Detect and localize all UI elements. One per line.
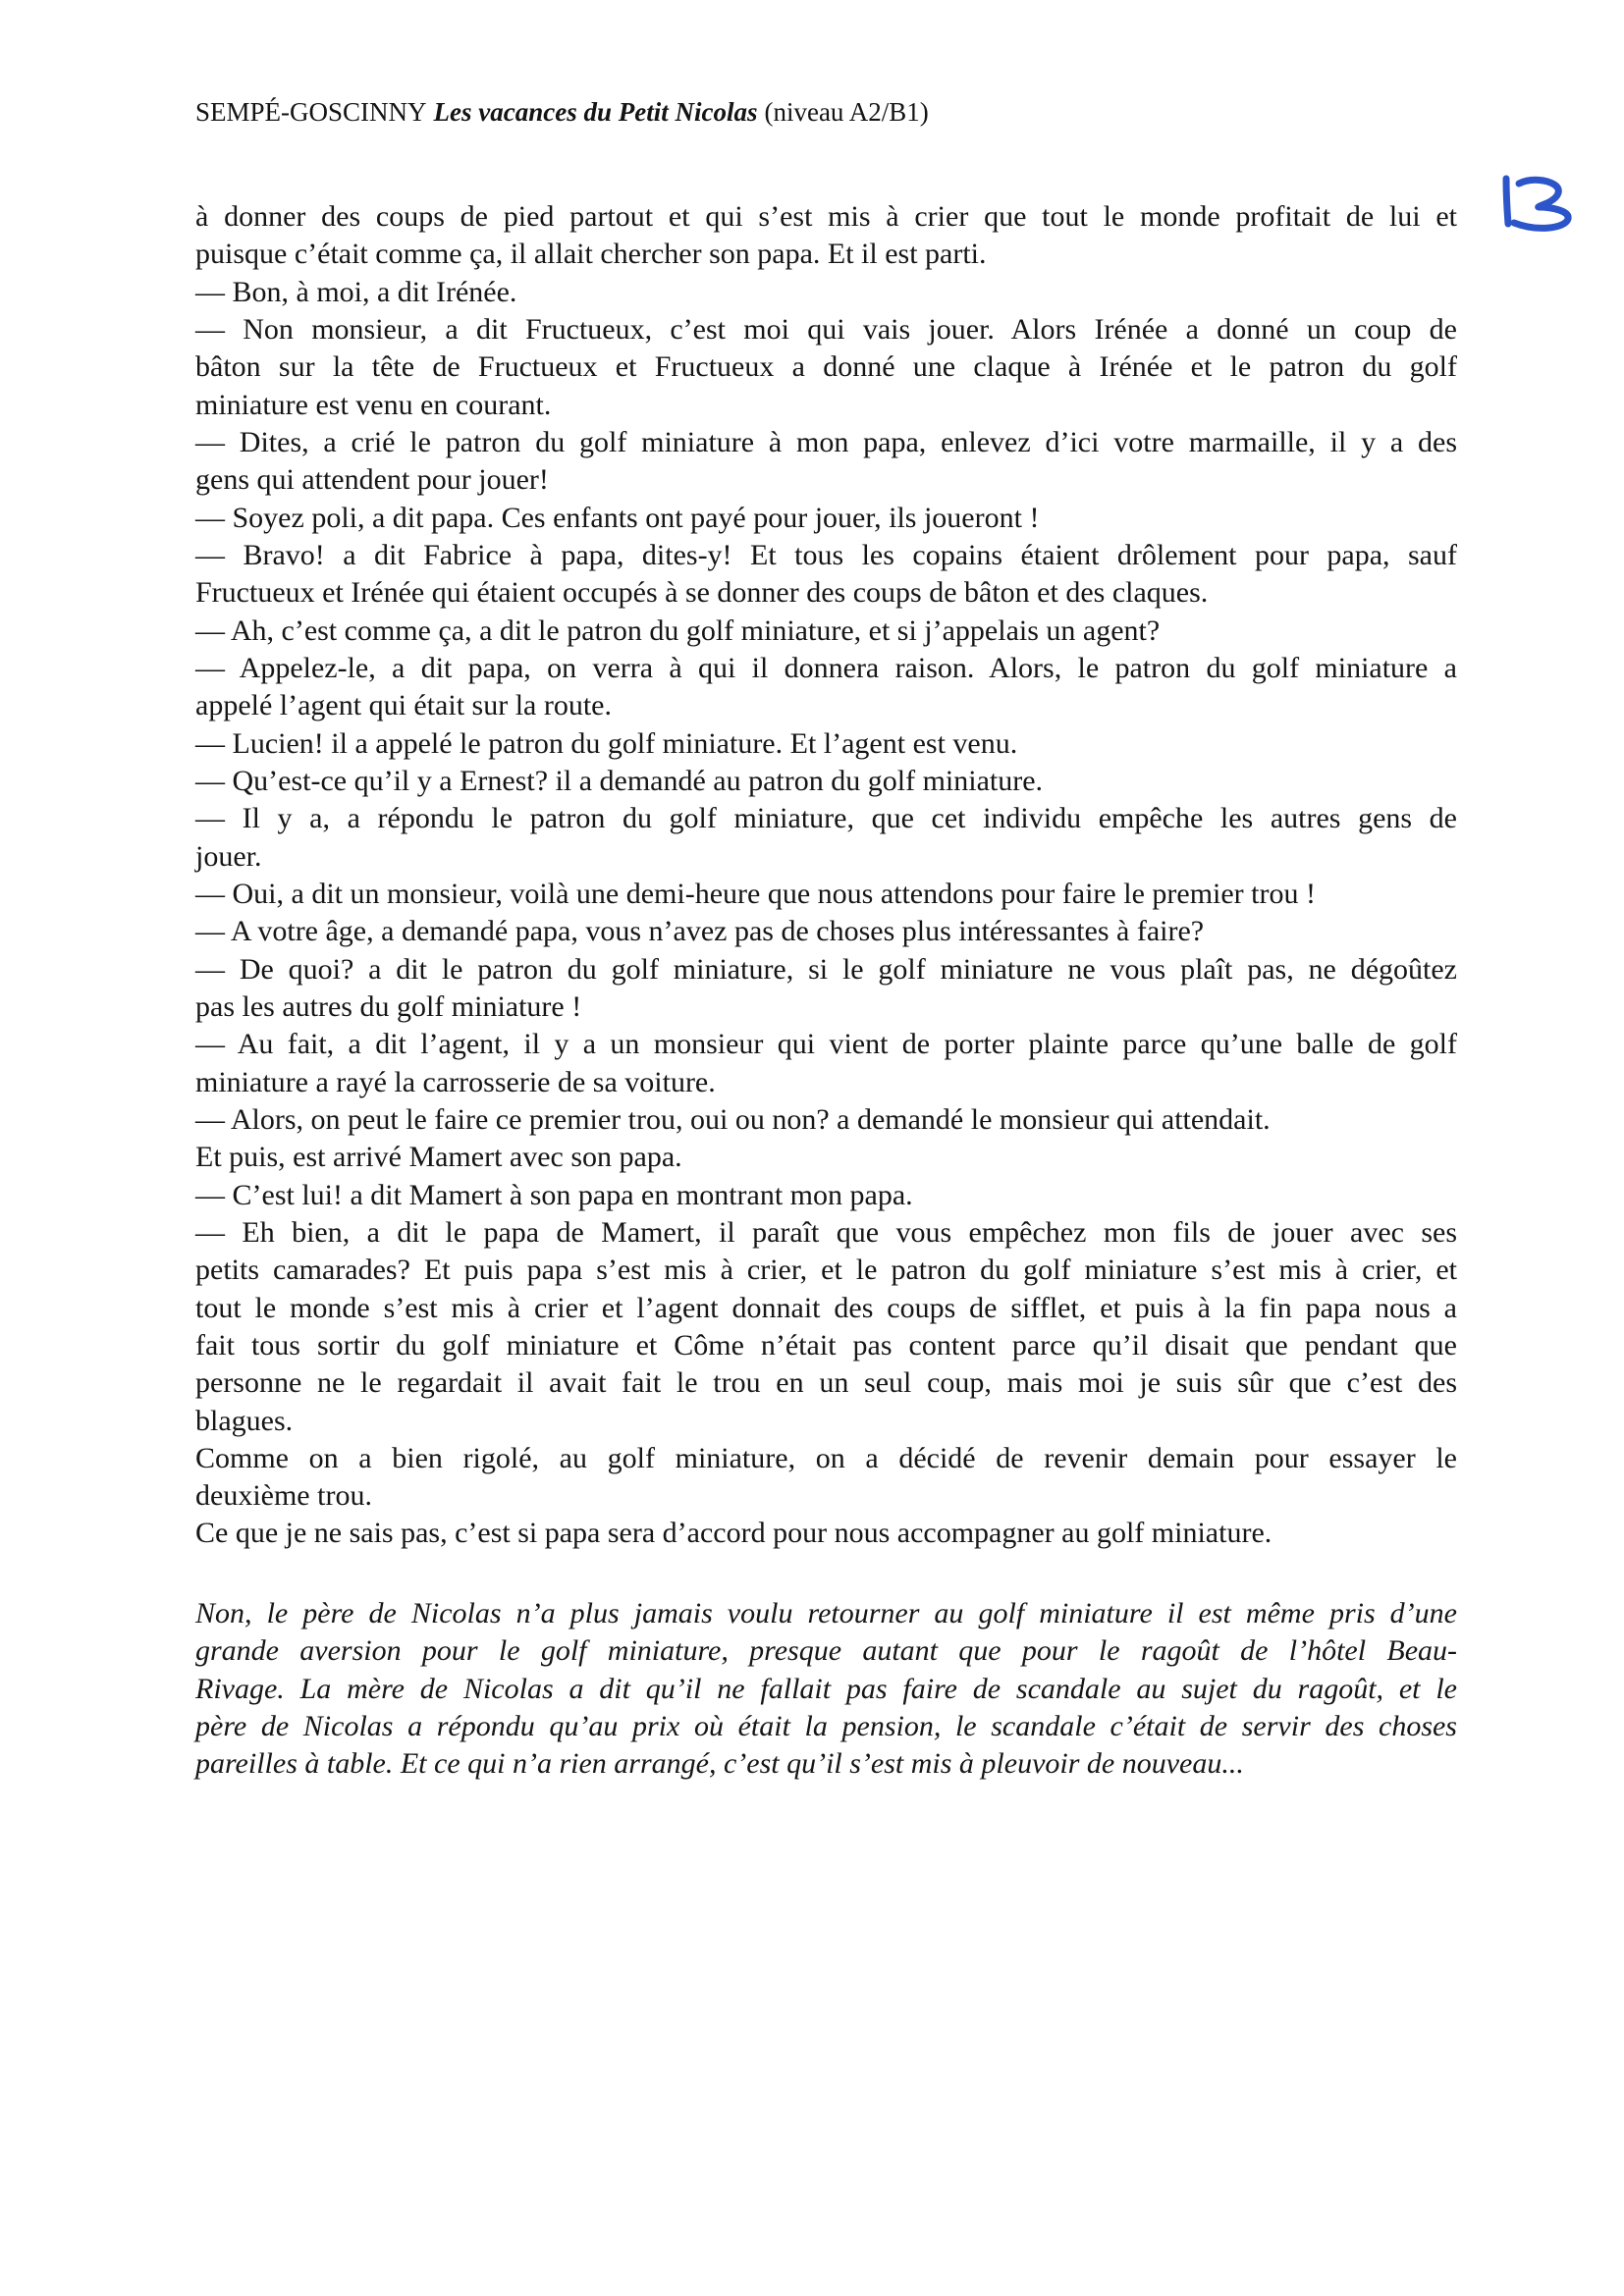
digit-1-stroke [1506, 179, 1508, 224]
closing-italic-block [195, 1595, 1457, 1784]
text-line: bâton sur la tête de Fructueux et Fructueux a donné une claque à Irénée et le patron du golf [195, 350, 1457, 384]
text-line: Non, le père de Nicolas n’a plus jamais voulu retourner au golf miniature il est même pris d’une [195, 1597, 1457, 1629]
text-line: personne ne le regardait il avait fait le trou en un seul coup, mais moi je suis sûr que c’est des [195, 1366, 1457, 1400]
text-line: à donner des coups de pied partout et qui s’est mis à crier que tout le monde profitait de lui et [195, 200, 1457, 233]
header-level: (niveau A2/B1) [764, 97, 929, 127]
text-line: père de Nicolas a répondu qu’au prix où était la pension, le scandale c’était de servir des choses [195, 1709, 1457, 1742]
digit-3-stroke [1514, 180, 1568, 228]
text-line: pas les autres du golf miniature ! [195, 989, 582, 1023]
text-line: Rivage. La mère de Nicolas a dit qu’il ne fallait pas faire de scandale au sujet du ragoût, et le [195, 1672, 1457, 1705]
text-line: — Bravo! a dit Fabrice à papa, dites-y! Et tous les copains étaient drôlement pour papa, sauf [195, 538, 1457, 571]
text-line: — Qu’est-ce qu’il y a Ernest? il a demandé au patron du golf miniature. [195, 764, 1044, 797]
text-line: — Oui, a dit un monsieur, voilà une demi-heure que nous attendons pour faire le premier trou ! [195, 877, 1316, 910]
text-line: gens qui attendent pour jouer! [195, 463, 549, 497]
header-book-title: Les vacances du Petit Nicolas [433, 97, 758, 127]
text-line: — Appelez-le, a dit papa, on verra à qui il donnera raison. Alors, le patron du golf miniature a [195, 651, 1457, 684]
text-line: — Eh bien, a dit le papa de Mamert, il paraît que vous empêchez mon fils de jouer avec ses [195, 1215, 1457, 1249]
text-line: — Il y a, a répondu le patron du golf miniature, que cet individu empêche les autres gens de [195, 802, 1457, 835]
text-line: — Ah, c’est comme ça, a dit le patron du golf miniature, et si j’appelais un agent? [195, 614, 1161, 647]
handwritten-page-number [1493, 172, 1584, 237]
text-line: Et puis, est arrivé Mamert avec son papa. [195, 1141, 682, 1174]
text-line: puisque c’était comme ça, il allait chercher son papa. Et il est parti. [195, 238, 987, 271]
text-line: — C’est lui! a dit Mamert à son papa en montrant mon papa. [195, 1178, 913, 1211]
text-line: blagues. [195, 1404, 294, 1437]
running-header [195, 97, 929, 127]
text-line: jouer. [195, 839, 262, 873]
text-line: miniature a rayé la carrosserie de sa voiture. [195, 1065, 716, 1098]
text-line: — Alors, on peut le faire ce premier trou, oui ou non? a demandé le monsieur qui attendait. [195, 1102, 1271, 1136]
body-text-block [195, 198, 1457, 1553]
text-line: — Au fait, a dit l’agent, il y a un monsieur qui vient de porter plainte parce qu’une balle de golf [195, 1028, 1457, 1061]
header-authors: SEMPÉ-GOSCINNY [195, 97, 427, 127]
text-line: — De quoi? a dit le patron du golf miniature, si le golf miniature ne vous plaît pas, ne dégoûtez [195, 952, 1457, 986]
text-line: tout le monde s’est mis à crier et l’agent donnait des coups de sifflet, et puis à la fin papa nous a [195, 1291, 1457, 1324]
text-line: fait tous sortir du golf miniature et Côme n’était pas content parce qu’il disait que pendant que [195, 1328, 1457, 1362]
text-line: — A votre âge, a demandé papa, vous n’avez pas de choses plus intéressantes à faire? [195, 915, 1205, 948]
text-line: deuxième trou. [195, 1479, 372, 1513]
text-line: Ce que je ne sais pas, c’est si papa sera d’accord pour nous accompagner au golf miniature. [195, 1517, 1272, 1550]
text-line: — Bon, à moi, a dit Irénée. [195, 275, 517, 308]
text-line: — Lucien! il a appelé le patron du golf miniature. Et l’agent est venu. [195, 726, 1018, 760]
text-line: grande aversion pour le golf miniature, presque autant que pour le ragoût de l’hôtel Beau- [195, 1634, 1457, 1668]
text-line: Fructueux et Irénée qui étaient occupés à se donner des coups de bâton et des claques. [195, 576, 1209, 610]
text-line: pareilles à table. Et ce qui n’a rien arrangé, c’est qu’il s’est mis à pleuvoir de nouveau... [195, 1747, 1244, 1781]
text-line: — Non monsieur, a dit Fructueux, c’est moi qui vais jouer. Alors Irénée a donné un coup de [195, 312, 1457, 346]
text-line: — Soyez poli, a dit papa. Ces enfants ont payé pour jouer, ils joueront ! [195, 501, 1040, 534]
text-line: miniature est venu en courant. [195, 388, 552, 421]
text-line: appelé l’agent qui était sur la route. [195, 689, 612, 722]
text-line: Comme on a bien rigolé, au golf miniature, on a décidé de revenir demain pour essayer le [195, 1441, 1457, 1474]
text-line: — Dites, a crié le patron du golf miniature à mon papa, enlevez d’ici votre marmaille, il y a des [195, 425, 1457, 458]
text-line: petits camarades? Et puis papa s’est mis à crier, et le patron du golf miniature s’est mis à crier, et [195, 1254, 1457, 1287]
